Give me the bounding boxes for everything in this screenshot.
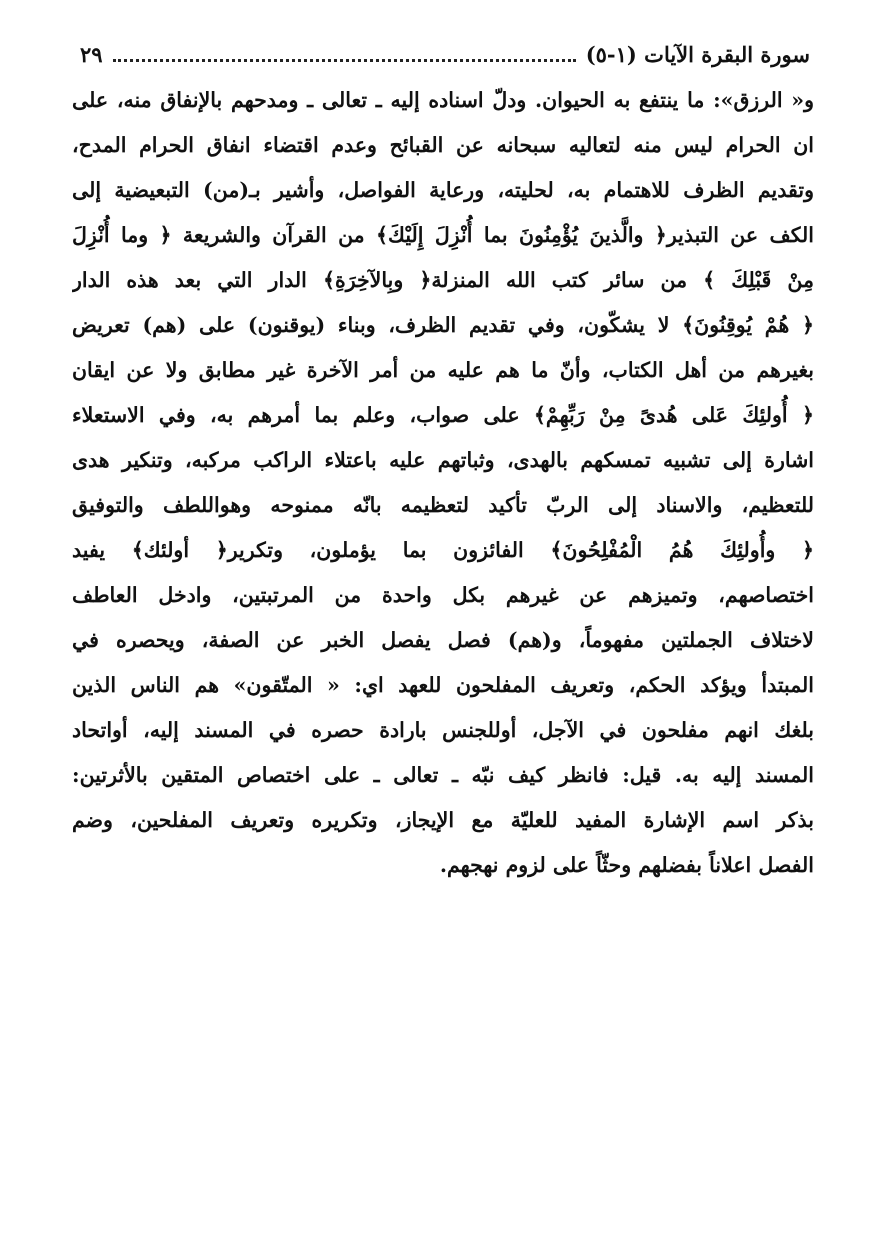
text-line: بذكر اسم الإشارة المفيد للعليّة مع الإيجاز، وتكريره وتعريف المفلحين، وضم <box>72 808 814 832</box>
text-line: وتقديم الظرف للاهتمام به، لحليته، ورعاية الفواصل، وأشير بـ(من) التبعيضية إلى <box>72 178 814 202</box>
text-line: اختصاصهم، وتميزهم عن غيرهم بكل واحدة من المرتبتين، وادخل العاطف <box>72 583 814 607</box>
text-line: الكف عن التبذير﴿ والَّذينَ يُؤْمِنُونَ بما أُنْزِلَ إِلَيْكَ﴾ من القرآن والشريعة ﴿ وما أُنْزِلَ <box>72 223 814 247</box>
text-line: ﴿ وأُولئِكَ هُمُ الْمُفْلِحُونَ﴾ الفائزون بما يؤملون، وتكرير﴿ أولئك﴾ يفيد <box>72 538 814 562</box>
text-line: ﴿ هُمْ يُوقِنُونَ﴾ لا يشكّون، وفي تقديم الظرف، وبناء (يوقنون) على (هم) تعريض <box>72 313 814 337</box>
text-line: اشارة إلى تشبيه تمسكهم بالهدى، وثباتهم عليه باعتلاء الراكب مركبه، وتنكير هدى <box>72 448 814 472</box>
text-line: مِنْ قَبْلِكَ ﴾ من سائر كتب الله المنزلة﴿ وبِالآخِرَةِ﴾ الدار التي بعد هذه الدار <box>72 268 814 292</box>
text-line-last: الفصل اعلاناً بفضلهم وحثّاً على لزوم نهجهم. <box>439 853 814 877</box>
text-line: و« الرزق»: ما ينتفع به الحيوان. ودلّ اسناده إليه ـ تعالى ـ ومدحهم بالإنفاق منه، على <box>72 88 814 112</box>
dotted-leader <box>113 59 576 62</box>
page-number: ٢٩ <box>80 41 103 67</box>
running-header <box>80 34 810 74</box>
text-line: ان الحرام ليس منه لتعاليه سبحانه عن القبائح وعدم اقتضاء انفاق الحرام المدح، <box>72 133 814 157</box>
text-line: بلغك انهم مفلحون في الآجل، أوللجنس بارادة حصره في المسند إليه، أواتحاد <box>72 718 814 742</box>
text-line: لاختلاف الجملتين مفهوماً، و(هم) فصل يفصل الخبر عن الصفة، ويحصره في <box>72 628 814 652</box>
text-line: ﴿ أُولئِكَ عَلى هُدىً مِنْ رَبِّهِمْ﴾ على صواب، وعلم بما أمرهم به، وفي الاستعلاء <box>72 403 814 427</box>
body-text <box>72 78 814 888</box>
text-line: بغيرهم من أهل الكتاب، وأنّ ما هم عليه من أمر الآخرة غير مطابق ولا عن ايقان <box>72 358 814 382</box>
text-line: المسند إليه به. قيل: فانظر كيف نبّه ـ تعالى ـ على اختصاص المتقين بالأثرتين: <box>72 763 814 787</box>
text-line: المبتدأ ويؤكد الحكم، وتعريف المفلحون للعهد اي: « المتّقون» هم الناس الذين <box>72 673 814 697</box>
text-line: للتعظيم، والاسناد إلى الربّ تأكيد لتعظيمه بانّه ممنوحه وهواللطف والتوفيق <box>72 493 814 517</box>
header-title: سورة البقرة الآيات (١-٥) <box>585 41 810 67</box>
